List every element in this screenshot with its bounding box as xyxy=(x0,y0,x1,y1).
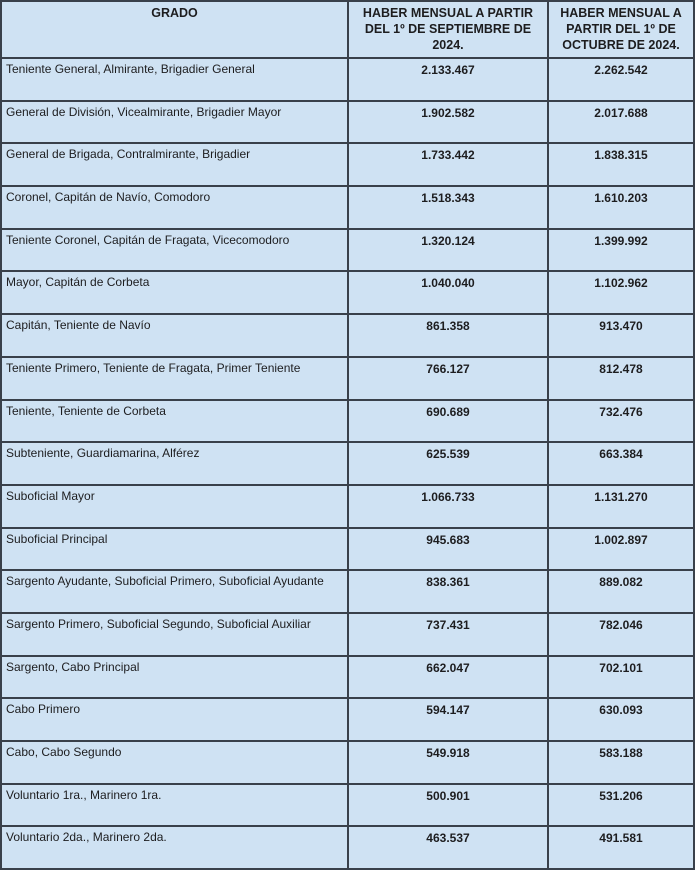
column-header-haber-septiembre xyxy=(348,1,548,58)
salary-oct-cell: 1.002.897 xyxy=(548,528,694,571)
header-sep-line2: DEL 1º DE SEPTIEMBRE DE xyxy=(364,22,532,36)
rank-cell: General de División, Vicealmirante, Brigadier Mayor xyxy=(1,101,348,144)
table-row xyxy=(1,271,694,314)
salary-sep-cell: 463.537 xyxy=(348,826,548,869)
table-row xyxy=(1,442,694,485)
salary-oct-cell: 1.610.203 xyxy=(548,186,694,229)
salary-oct-cell: 1.131.270 xyxy=(548,485,694,528)
table-row xyxy=(1,826,694,869)
table-header xyxy=(1,1,694,58)
salary-oct-cell: 2.262.542 xyxy=(548,58,694,101)
salary-oct-cell: 889.082 xyxy=(548,570,694,613)
table-row xyxy=(1,186,694,229)
salary-sep-cell: 2.133.467 xyxy=(348,58,548,101)
table-row xyxy=(1,528,694,571)
rank-cell: Suboficial Principal xyxy=(1,528,348,571)
salary-sep-cell: 945.683 xyxy=(348,528,548,571)
header-sep-line3: 2024. xyxy=(432,38,464,52)
table-row xyxy=(1,570,694,613)
rank-cell: Sargento Primero, Suboficial Segundo, Suboficial Auxiliar xyxy=(1,613,348,656)
salary-oct-cell: 531.206 xyxy=(548,784,694,827)
salary-oct-cell: 1.838.315 xyxy=(548,143,694,186)
table-row xyxy=(1,741,694,784)
rank-cell: Subteniente, Guardiamarina, Alférez xyxy=(1,442,348,485)
salary-oct-cell: 702.101 xyxy=(548,656,694,699)
table-body xyxy=(1,58,694,869)
table-row xyxy=(1,101,694,144)
salary-sep-cell: 690.689 xyxy=(348,400,548,443)
table-row xyxy=(1,784,694,827)
salary-sep-cell: 1.733.442 xyxy=(348,143,548,186)
header-oct-line2: PARTIR DEL 1º DE xyxy=(566,22,676,36)
rank-cell: Cabo Primero xyxy=(1,698,348,741)
rank-cell: General de Brigada, Contralmirante, Brigadier xyxy=(1,143,348,186)
table-row xyxy=(1,400,694,443)
salary-oct-cell: 1.399.992 xyxy=(548,229,694,272)
rank-cell: Voluntario 1ra., Marinero 1ra. xyxy=(1,784,348,827)
salary-sep-cell: 549.918 xyxy=(348,741,548,784)
rank-cell: Teniente Primero, Teniente de Fragata, Primer Teniente xyxy=(1,357,348,400)
salary-oct-cell: 663.384 xyxy=(548,442,694,485)
salary-sep-cell: 766.127 xyxy=(348,357,548,400)
rank-cell: Capitán, Teniente de Navío xyxy=(1,314,348,357)
table-row xyxy=(1,698,694,741)
rank-cell: Sargento, Cabo Principal xyxy=(1,656,348,699)
rank-cell: Sargento Ayudante, Suboficial Primero, Suboficial Ayudante xyxy=(1,570,348,613)
table-row xyxy=(1,656,694,699)
header-sep-line1: HABER MENSUAL A PARTIR xyxy=(362,6,534,20)
table-row xyxy=(1,314,694,357)
salary-sep-cell: 1.066.733 xyxy=(348,485,548,528)
salary-sep-cell: 625.539 xyxy=(348,442,548,485)
salary-sep-cell: 1.518.343 xyxy=(348,186,548,229)
table-row xyxy=(1,613,694,656)
table-row xyxy=(1,357,694,400)
rank-cell: Cabo, Cabo Segundo xyxy=(1,741,348,784)
salary-oct-cell: 630.093 xyxy=(548,698,694,741)
salary-oct-cell: 812.478 xyxy=(548,357,694,400)
table-row xyxy=(1,143,694,186)
header-row xyxy=(1,1,694,58)
table-row xyxy=(1,229,694,272)
rank-cell: Voluntario 2da., Marinero 2da. xyxy=(1,826,348,869)
header-grado-label: GRADO xyxy=(151,6,198,20)
salary-sep-cell: 1.320.124 xyxy=(348,229,548,272)
rank-cell: Teniente Coronel, Capitán de Fragata, Vicecomodoro xyxy=(1,229,348,272)
rank-cell: Mayor, Capitán de Corbeta xyxy=(1,271,348,314)
salary-oct-cell: 782.046 xyxy=(548,613,694,656)
rank-cell: Coronel, Capitán de Navío, Comodoro xyxy=(1,186,348,229)
salary-sep-cell: 594.147 xyxy=(348,698,548,741)
table-row xyxy=(1,485,694,528)
rank-cell: Teniente, Teniente de Corbeta xyxy=(1,400,348,443)
rank-cell: Suboficial Mayor xyxy=(1,485,348,528)
salary-oct-cell: 2.017.688 xyxy=(548,101,694,144)
salary-sep-cell: 838.361 xyxy=(348,570,548,613)
salary-sep-cell: 861.358 xyxy=(348,314,548,357)
column-header-haber-octubre xyxy=(548,1,694,58)
salary-oct-cell: 491.581 xyxy=(548,826,694,869)
salary-sep-cell: 662.047 xyxy=(348,656,548,699)
salary-oct-cell: 583.188 xyxy=(548,741,694,784)
header-oct-line3: OCTUBRE DE 2024. xyxy=(562,38,680,52)
salary-sep-cell: 500.901 xyxy=(348,784,548,827)
salary-oct-cell: 732.476 xyxy=(548,400,694,443)
salary-sep-cell: 737.431 xyxy=(348,613,548,656)
column-header-grado xyxy=(1,1,348,58)
salary-sep-cell: 1.040.040 xyxy=(348,271,548,314)
table-row xyxy=(1,58,694,101)
salary-oct-cell: 1.102.962 xyxy=(548,271,694,314)
header-oct-line1: HABER MENSUAL A xyxy=(560,6,682,20)
salary-oct-cell: 913.470 xyxy=(548,314,694,357)
rank-cell: Teniente General, Almirante, Brigadier General xyxy=(1,58,348,101)
salary-sep-cell: 1.902.582 xyxy=(348,101,548,144)
